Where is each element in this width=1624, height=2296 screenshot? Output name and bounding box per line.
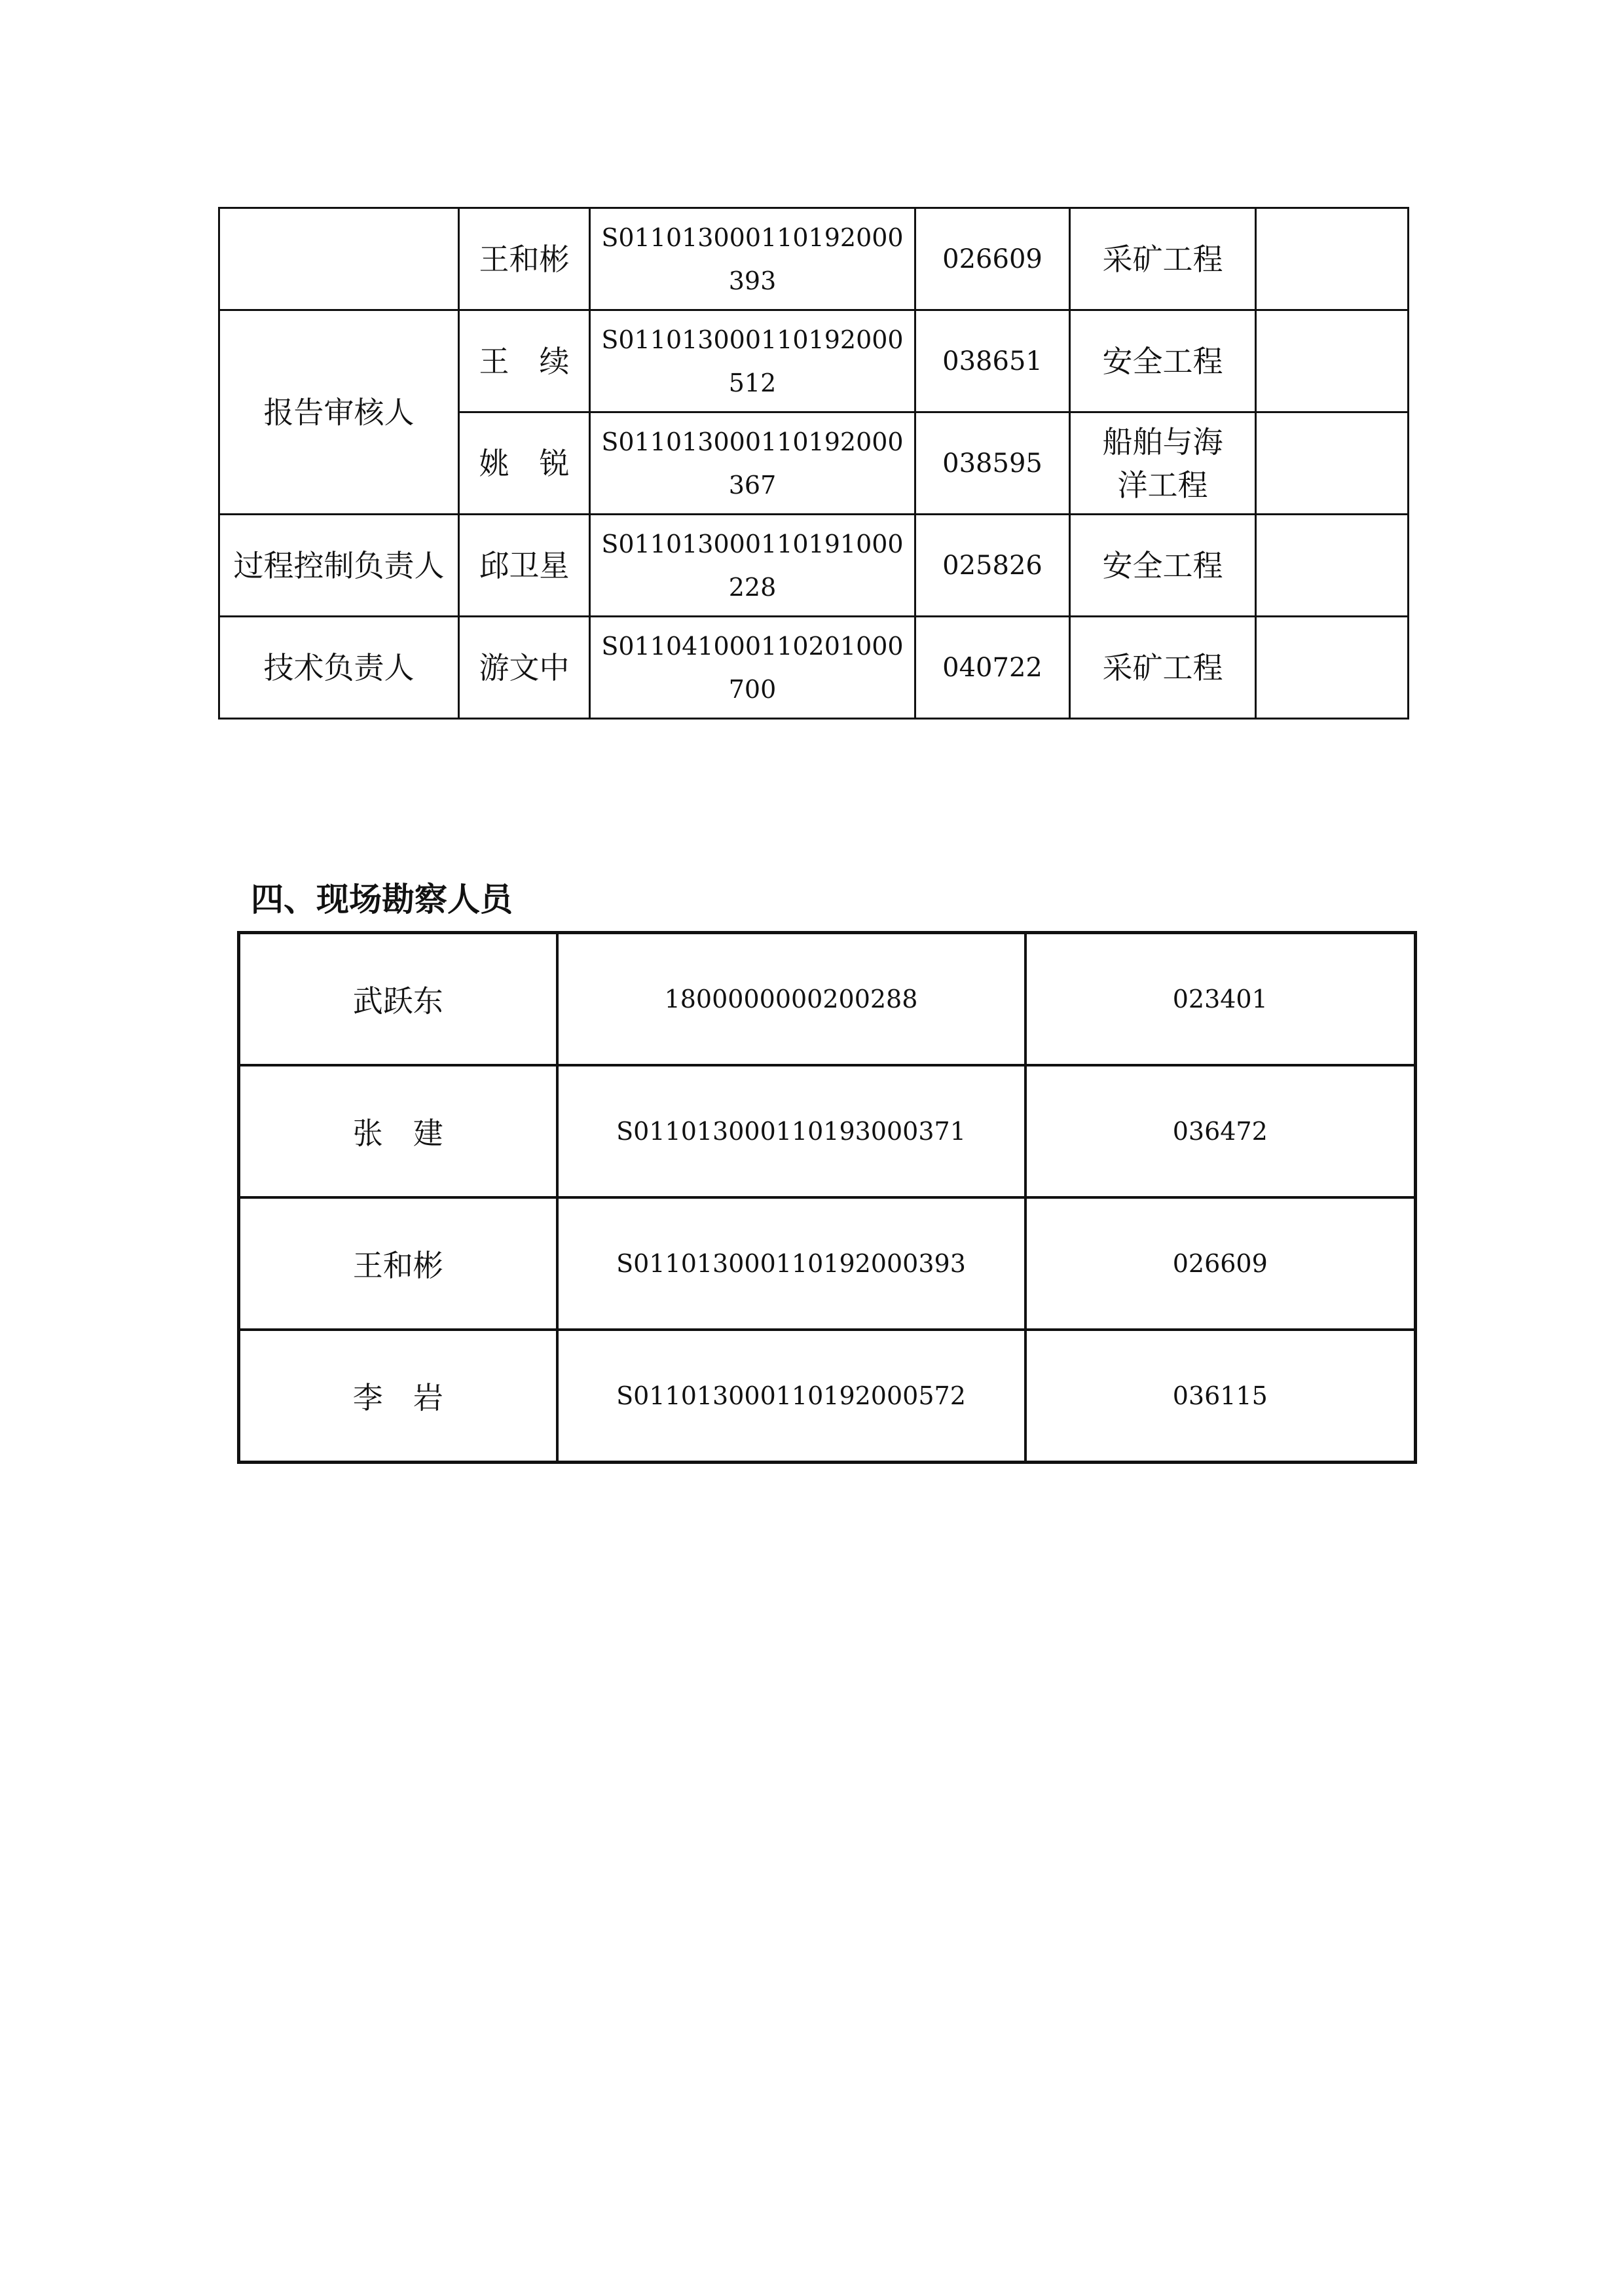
personnel-table [218, 207, 1409, 720]
reg-number-cell: 036115 [1025, 1330, 1416, 1463]
table-row [239, 933, 1416, 1066]
role-cell [219, 208, 459, 310]
site-survey-table [237, 931, 1417, 1464]
reg-number-cell: 025826 [915, 515, 1070, 617]
table-row [219, 310, 1409, 412]
table-row [219, 617, 1409, 719]
reg-number-cell: 038651 [915, 310, 1070, 412]
cert-number-cell: S011013000110192000393 [590, 208, 915, 310]
signature-cell [1256, 412, 1409, 515]
reg-number-cell: 023401 [1025, 933, 1416, 1066]
table-row [239, 1065, 1416, 1197]
name-cell: 武跃东 [239, 933, 557, 1066]
cert-number-cell: S011013000110192000512 [590, 310, 915, 412]
cert-number-cell: S011013000110193000371 [557, 1065, 1025, 1197]
reg-number-cell: 026609 [1025, 1197, 1416, 1330]
reg-number-cell: 026609 [915, 208, 1070, 310]
name-cell: 邱卫星 [459, 515, 590, 617]
name-cell: 张 建 [239, 1065, 557, 1197]
name-cell: 姚 锐 [459, 412, 590, 515]
cert-number-cell: S011013000110192000393 [557, 1197, 1025, 1330]
name-cell: 游文中 [459, 617, 590, 719]
major-cell: 船舶与海洋工程 [1070, 412, 1256, 515]
reg-number-cell: 036472 [1025, 1065, 1416, 1197]
table-row [219, 515, 1409, 617]
table-row [219, 208, 1409, 310]
cert-number-cell: S011013000110192000572 [557, 1330, 1025, 1463]
name-cell: 王 续 [459, 310, 590, 412]
major-cell: 安全工程 [1070, 515, 1256, 617]
cert-number-cell: 1800000000200288 [557, 933, 1025, 1066]
role-cell: 报告审核人 [219, 310, 459, 515]
table-row [239, 1330, 1416, 1463]
role-cell: 技术负责人 [219, 617, 459, 719]
section-heading: 四、现场勘察人员 [251, 881, 513, 919]
reg-number-cell: 038595 [915, 412, 1070, 515]
cert-number-cell: S011013000110192000367 [590, 412, 915, 515]
cert-number-cell: S011013000110191000228 [590, 515, 915, 617]
signature-cell [1256, 310, 1409, 412]
major-cell: 安全工程 [1070, 310, 1256, 412]
name-cell: 王和彬 [239, 1197, 557, 1330]
name-cell: 王和彬 [459, 208, 590, 310]
role-cell: 过程控制负责人 [219, 515, 459, 617]
cert-number-cell: S011041000110201000700 [590, 617, 915, 719]
name-cell: 李 岩 [239, 1330, 557, 1463]
reg-number-cell: 040722 [915, 617, 1070, 719]
signature-cell [1256, 515, 1409, 617]
signature-cell [1256, 208, 1409, 310]
major-cell: 采矿工程 [1070, 617, 1256, 719]
signature-cell [1256, 617, 1409, 719]
major-cell: 采矿工程 [1070, 208, 1256, 310]
table-row [239, 1197, 1416, 1330]
